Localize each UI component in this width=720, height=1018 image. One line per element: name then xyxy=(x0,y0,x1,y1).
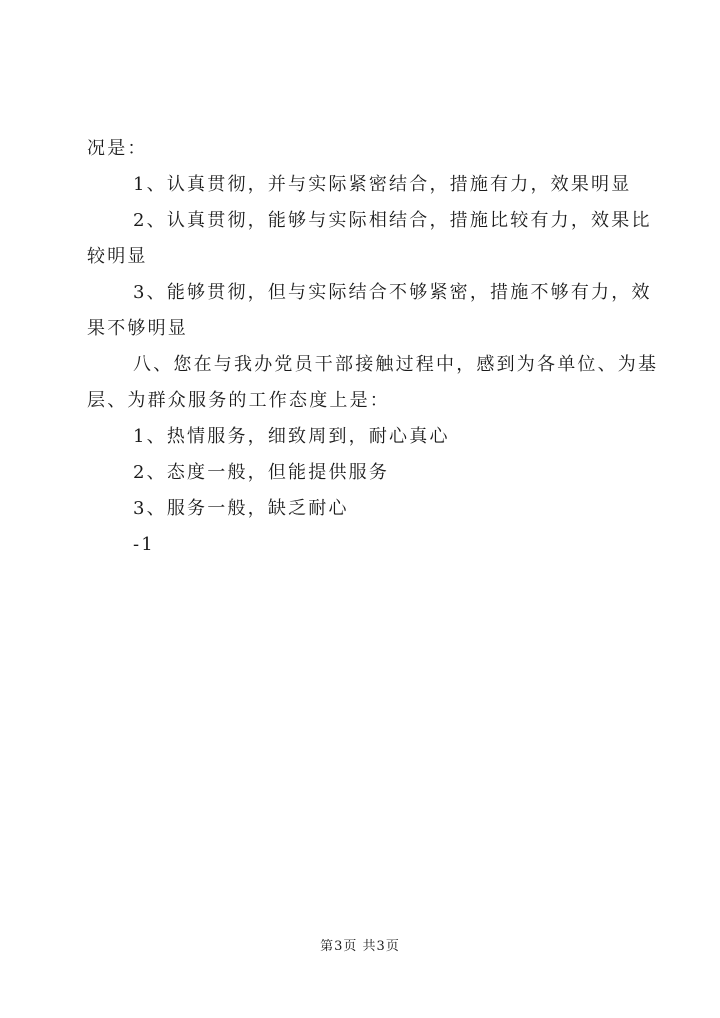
document-body xyxy=(87,131,659,563)
option-3-line: 3、能够贯彻，但与实际结合不够紧密，措施不够有力，效 xyxy=(133,282,652,303)
text-line: 况是： xyxy=(87,138,148,159)
option-2-continuation: 较明显 xyxy=(87,246,148,267)
question-8-continuation: 层、为群众服务的工作态度上是： xyxy=(87,390,390,411)
option-3-continuation: 果不够明显 xyxy=(87,318,188,339)
q8-option-1-line: 1、热情服务，细致周到，耐心真心 xyxy=(133,426,450,447)
option-1-line: 1、认真贯彻，并与实际紧密结合，措施有力，效果明显 xyxy=(133,174,632,195)
q8-option-2-line: 2、态度一般，但能提供服务 xyxy=(133,462,390,483)
page-footer: 第3页 共3页 xyxy=(320,939,400,954)
question-8-line: 八、您在与我办党员干部接触过程中，感到为各单位、为基 xyxy=(133,354,659,375)
page-marker-line: -1 xyxy=(133,534,155,555)
option-2-line: 2、认真贯彻，能够与实际相结合，措施比较有力，效果比 xyxy=(133,210,652,231)
q8-option-3-line: 3、服务一般，缺乏耐心 xyxy=(133,498,349,519)
